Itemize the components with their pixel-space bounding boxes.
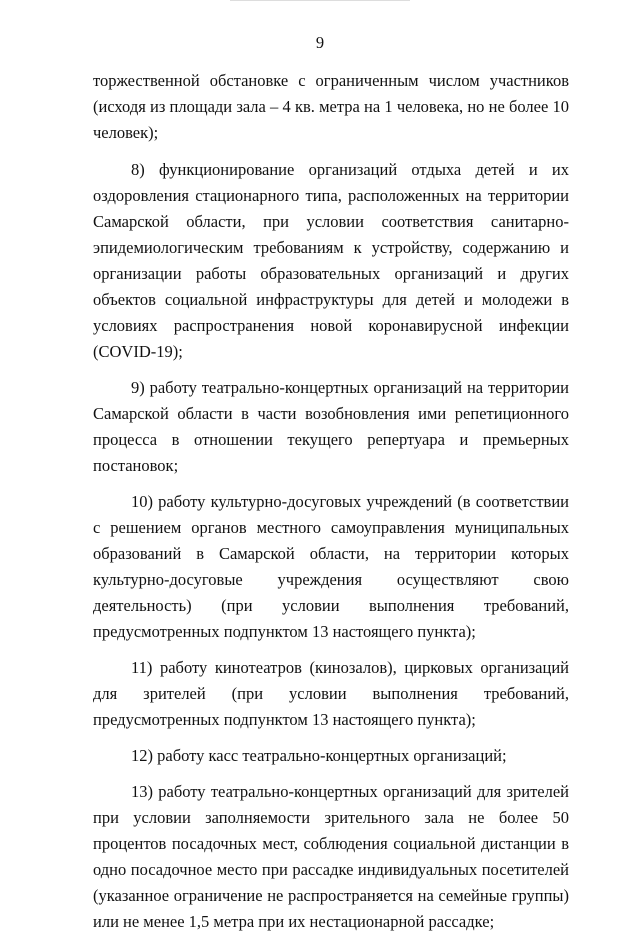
- paragraph-item-10: 10) работу культурно-досуговых учреждений (в соответствии с решением органов местного самоуправления муниципальных образований в Самарской области, на территории которых культурно-досуговые учреждения осуществляют свою деятельность) (при условии выполнения требований, предусмотренных подпунктом 13 настоящего пункта);: [93, 492, 569, 641]
- paragraph-item-11: 11) работу кинотеатров (кинозалов), цирковых организаций для зрителей (при условии выполнения требований, предусмотренных подпунктом 13 настоящего пункта);: [93, 658, 569, 729]
- paragraph-item-9: 9) работу театрально-концертных организаций на территории Самарской области в части возобновления ими репетиционного процесса в отношении текущего репертуара и премьерных постановок;: [93, 378, 569, 475]
- page-number: 9: [315, 33, 325, 52]
- paragraph-continuation: торжественной обстановке с ограниченным числом участников (исходя из площади зала – 4 кв. метра на 1 человека, но не более 10 человек);: [93, 71, 569, 142]
- document-body: [93, 68, 569, 945]
- paragraph-item-8: 8) функционирование организаций отдыха детей и их оздоровления стационарного типа, расположенных на территории Самарской области, при условии соответствия санитарно-эпидемиологическим требованиям к устройству, содержанию и организации работы образовательных организаций и других объектов социальной инфраструктуры для детей и молодежи в условиях распространения новой коронавирусной инфекции (COVID-19);: [93, 160, 569, 361]
- paragraph-item-12: 12) работу касс театрально-концертных организаций;: [131, 746, 507, 765]
- paragraph-item-13: 13) работу театрально-концертных организаций для зрителей при условии заполняемости зрительного зала не более 50 процентов посадочных мест, соблюдения социальной дистанции в одно посадочное место при рассадке индивидуальных посетителей (указанное ограничение не распространяется на семейные группы) или не менее 1,5 метра при их нестационарной рассадке;: [93, 782, 569, 931]
- scan-edge-line: [230, 0, 410, 1]
